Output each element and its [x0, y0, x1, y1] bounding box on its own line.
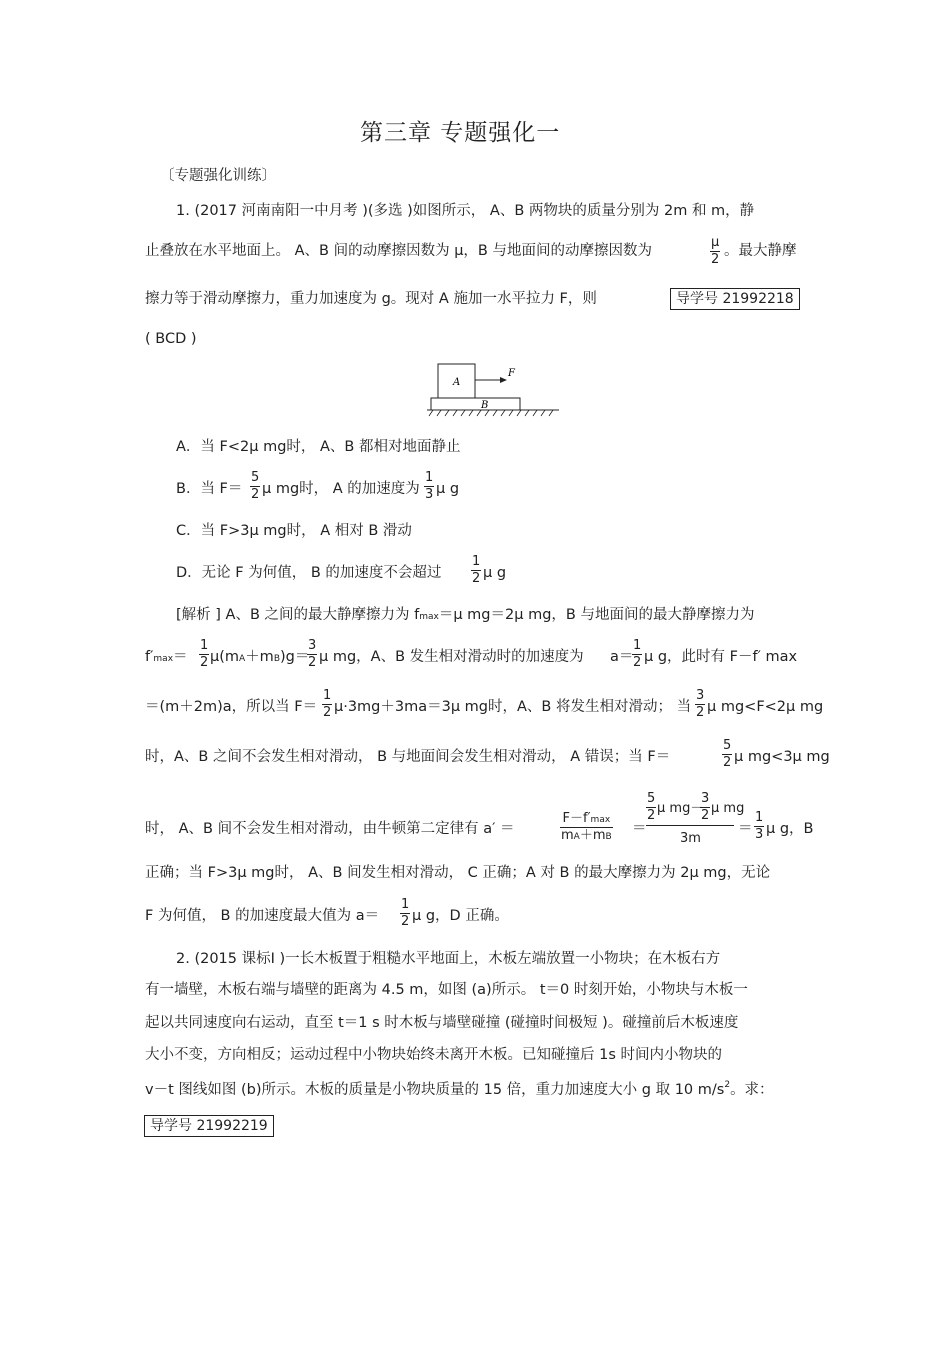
option-d-part2: μ g	[483, 565, 507, 581]
option-c: C．当 F>3μ mg时， A 相对 B 滑动	[176, 523, 412, 539]
frac-num: 3	[701, 791, 710, 806]
frac-den: 2	[633, 655, 642, 670]
solution-line-3b: μ·3mg＋3ma＝3μ mg时，A、B 将发生相对滑动； 当	[334, 699, 692, 715]
q2-line-2: 有一墙壁，木板右端与墙壁的距离为 4.5 m，如图 (a)所示。 t＝0 时刻开始，小物块与木板一	[145, 982, 748, 998]
option-d-part1: D．无论 F 为何值， B 的加速度不会超过	[176, 565, 442, 581]
guide-number-box-2: 导学号 21992219	[144, 1115, 274, 1137]
sol-l2-a: f′	[145, 649, 154, 665]
q2-l5-b: 。求：	[730, 1082, 774, 1098]
label-f: F	[508, 368, 515, 379]
fraction-numerator: μ	[711, 235, 720, 250]
compound-num-b: μ mg	[711, 801, 745, 816]
q2-l5-a: v－t 图线如图 (b)所示。木板的质量是小物块质量的 15 倍，重力加速度大小 g 取 10 m/s	[145, 1082, 725, 1098]
section-label: 〔专题强化训练〕	[160, 168, 276, 184]
frac-den: 3	[755, 827, 764, 842]
compound-inner-frac-2	[700, 792, 710, 822]
sol-l5-fraction-3	[754, 811, 764, 841]
option-d-fraction	[471, 555, 481, 585]
frac-num: 1	[401, 897, 410, 912]
frac-den: 2	[472, 571, 481, 586]
sol-l4-fraction	[722, 739, 732, 769]
force-arrow-head	[500, 377, 507, 383]
q2-line-3: 起以共同速度向右运动，直至 t＝1 s 时木板与墙壁碰撞 (碰撞时间极短 )。碰撞前后木板速度	[145, 1015, 739, 1031]
page-title: 第三章 专题强化一	[360, 120, 561, 146]
solution-line-4a: 时，A、B 之间不会发生相对滑动， B 与地面间会发生相对滑动， A 错误；当 F＝	[145, 749, 671, 765]
sol-l3-fraction-2	[695, 689, 705, 719]
frac-num: 1	[323, 688, 332, 703]
sol-l2-e: )g＝	[280, 649, 310, 665]
frac-den: 2	[647, 808, 656, 823]
frac-num: 1	[633, 638, 642, 653]
frac-num: 5	[647, 791, 656, 806]
sol-l5-compound-fraction	[646, 791, 745, 846]
sol-l2-sa: A	[239, 654, 246, 664]
frac-den: 2	[251, 487, 260, 502]
solution-line-2e: μ g，此时有 F－f′ max	[644, 649, 798, 665]
sol-l2-d: ＋m	[245, 649, 274, 665]
solution-line-3a: ＝(m＋2m)a，所以当 F＝	[145, 699, 318, 715]
sol-l3-fraction-1	[322, 689, 332, 719]
q2-line-4: 大小不变，方向相反；运动过程中小物块始终未离开木板。已知碰撞后 1s 时间内小物块的	[145, 1047, 722, 1063]
sol-l2-fraction-3	[632, 639, 642, 669]
sol-l1-a: [解析 ] A、B 之间的最大静摩擦力为 f	[176, 607, 420, 623]
sol-l7-fraction	[400, 898, 410, 928]
frac-num: 5	[251, 470, 260, 485]
solution-line-2d: a＝	[610, 649, 634, 665]
sol-l1-b: ＝μ mg＝2μ mg，B 与地面间的最大静摩擦力为	[438, 607, 755, 623]
frac-den: 2	[323, 705, 332, 720]
frac-den-sa: A	[573, 832, 580, 842]
sol-l2-sub: max	[153, 654, 174, 664]
solution-line-7b: μ g，D 正确。	[412, 908, 509, 924]
q1-line-2b: 。最大静摩	[724, 243, 797, 259]
q1-line-1: 1. (2017 河南南阳一中月考 )(多选 )如图所示， A、B 两物块的质量分别为 2m 和 m，静	[176, 203, 755, 219]
frac-den: 2	[723, 755, 732, 770]
solution-line-2b	[210, 650, 309, 665]
compound-den: 3m	[680, 831, 701, 846]
frac-den: 3	[425, 487, 434, 502]
option-b-fraction-1	[250, 471, 260, 501]
solution-line-5a: 时， A、B 间不会发生相对滑动，由牛顿第二定律有 a′ ＝	[145, 821, 515, 837]
frac-den: 2	[696, 705, 705, 720]
frac-num: 1	[472, 554, 481, 569]
solution-line-6: 正确；当 F>3μ mg时， A、B 间发生相对滑动， C 正确；A 对 B 的最大摩擦力为 2μ mg，无论	[145, 865, 771, 881]
frac-den	[560, 829, 613, 842]
compound-inner-frac-1	[646, 792, 656, 822]
frac-num: 1	[425, 470, 434, 485]
sol-l2-b: ＝	[173, 649, 188, 665]
q2-l5-sup: 2	[724, 1080, 731, 1090]
frac-num	[560, 812, 613, 825]
label-a: A	[453, 377, 461, 388]
sol-l2-fraction-1	[199, 639, 209, 669]
solution-line-1	[176, 608, 754, 623]
solution-line-7a: F 为何值， B 的加速度最大值为 a＝	[145, 908, 380, 924]
solution-line-4b: μ mg<3μ mg	[734, 749, 830, 765]
sol-l2-fraction-2	[307, 639, 317, 669]
sol-l2-sb: B	[273, 654, 280, 664]
option-b-fraction-2	[424, 471, 434, 501]
solution-line-5b: μ g，B	[766, 821, 814, 837]
option-a: A．当 F<2μ mg时， A、B 都相对地面静止	[176, 439, 461, 455]
frac-num: 3	[696, 688, 705, 703]
frac-num: 1	[200, 638, 209, 653]
option-b-part3: μ g	[436, 481, 460, 497]
sol-l5-fraction-1	[560, 812, 613, 842]
frac-den: 2	[200, 655, 209, 670]
option-b-part1: B．当 F＝	[176, 481, 243, 497]
frac-num: 1	[755, 810, 764, 825]
solution-line-2a	[145, 650, 188, 665]
frac-num-sub: max	[590, 815, 611, 825]
frac-den: 2	[401, 914, 410, 929]
option-b-part2: μ mg时， A 的加速度为	[262, 481, 420, 497]
ground-hatching	[429, 410, 553, 416]
blocks-diagram	[425, 358, 565, 420]
fraction-denominator: 2	[711, 252, 720, 267]
q1-line-3: 擦力等于滑动摩擦力，重力加速度为 g。现对 A 施加一水平拉力 F，则	[145, 291, 597, 307]
label-b: B	[481, 400, 489, 411]
solution-line-2c: μ mg，A、B 发生相对滑动时的加速度为	[319, 649, 584, 665]
q1-line-2a: 止叠放在水平地面上。 A、B 间的动摩擦因数为 μ，B 与地面间的动摩擦因数为	[145, 243, 652, 259]
compound-num-a: μ mg－	[657, 801, 704, 816]
fraction-mu-over-2	[710, 236, 720, 266]
frac-den: 2	[701, 808, 710, 823]
compound-fraction-bar	[646, 825, 734, 826]
sol-l2-c: μ(m	[210, 649, 240, 665]
frac-den-a: m	[561, 828, 574, 843]
block-b	[431, 398, 520, 410]
solution-line-3c: μ mg<F<2μ mg	[707, 699, 824, 715]
frac-den: 2	[308, 655, 317, 670]
guide-number-box: 导学号 21992218	[670, 288, 800, 310]
sol-l5-equals: ＝	[632, 821, 647, 837]
q1-answer: ( BCD )	[145, 331, 197, 347]
frac-num-text: F－f′	[562, 811, 591, 826]
frac-den-b: ＋m	[579, 828, 606, 843]
sol-l5-equals-2: ＝	[738, 821, 753, 837]
q2-line-5	[145, 1080, 774, 1098]
frac-num: 3	[308, 638, 317, 653]
sol-l1-sub: max	[419, 612, 439, 622]
q2-line-1: 2. (2015 课标Ⅰ )一长木板置于粗糙水平地面上，木板左端放置一小物块；在木板右方	[176, 951, 721, 967]
frac-den-sb: B	[605, 832, 612, 842]
frac-num: 5	[723, 738, 732, 753]
